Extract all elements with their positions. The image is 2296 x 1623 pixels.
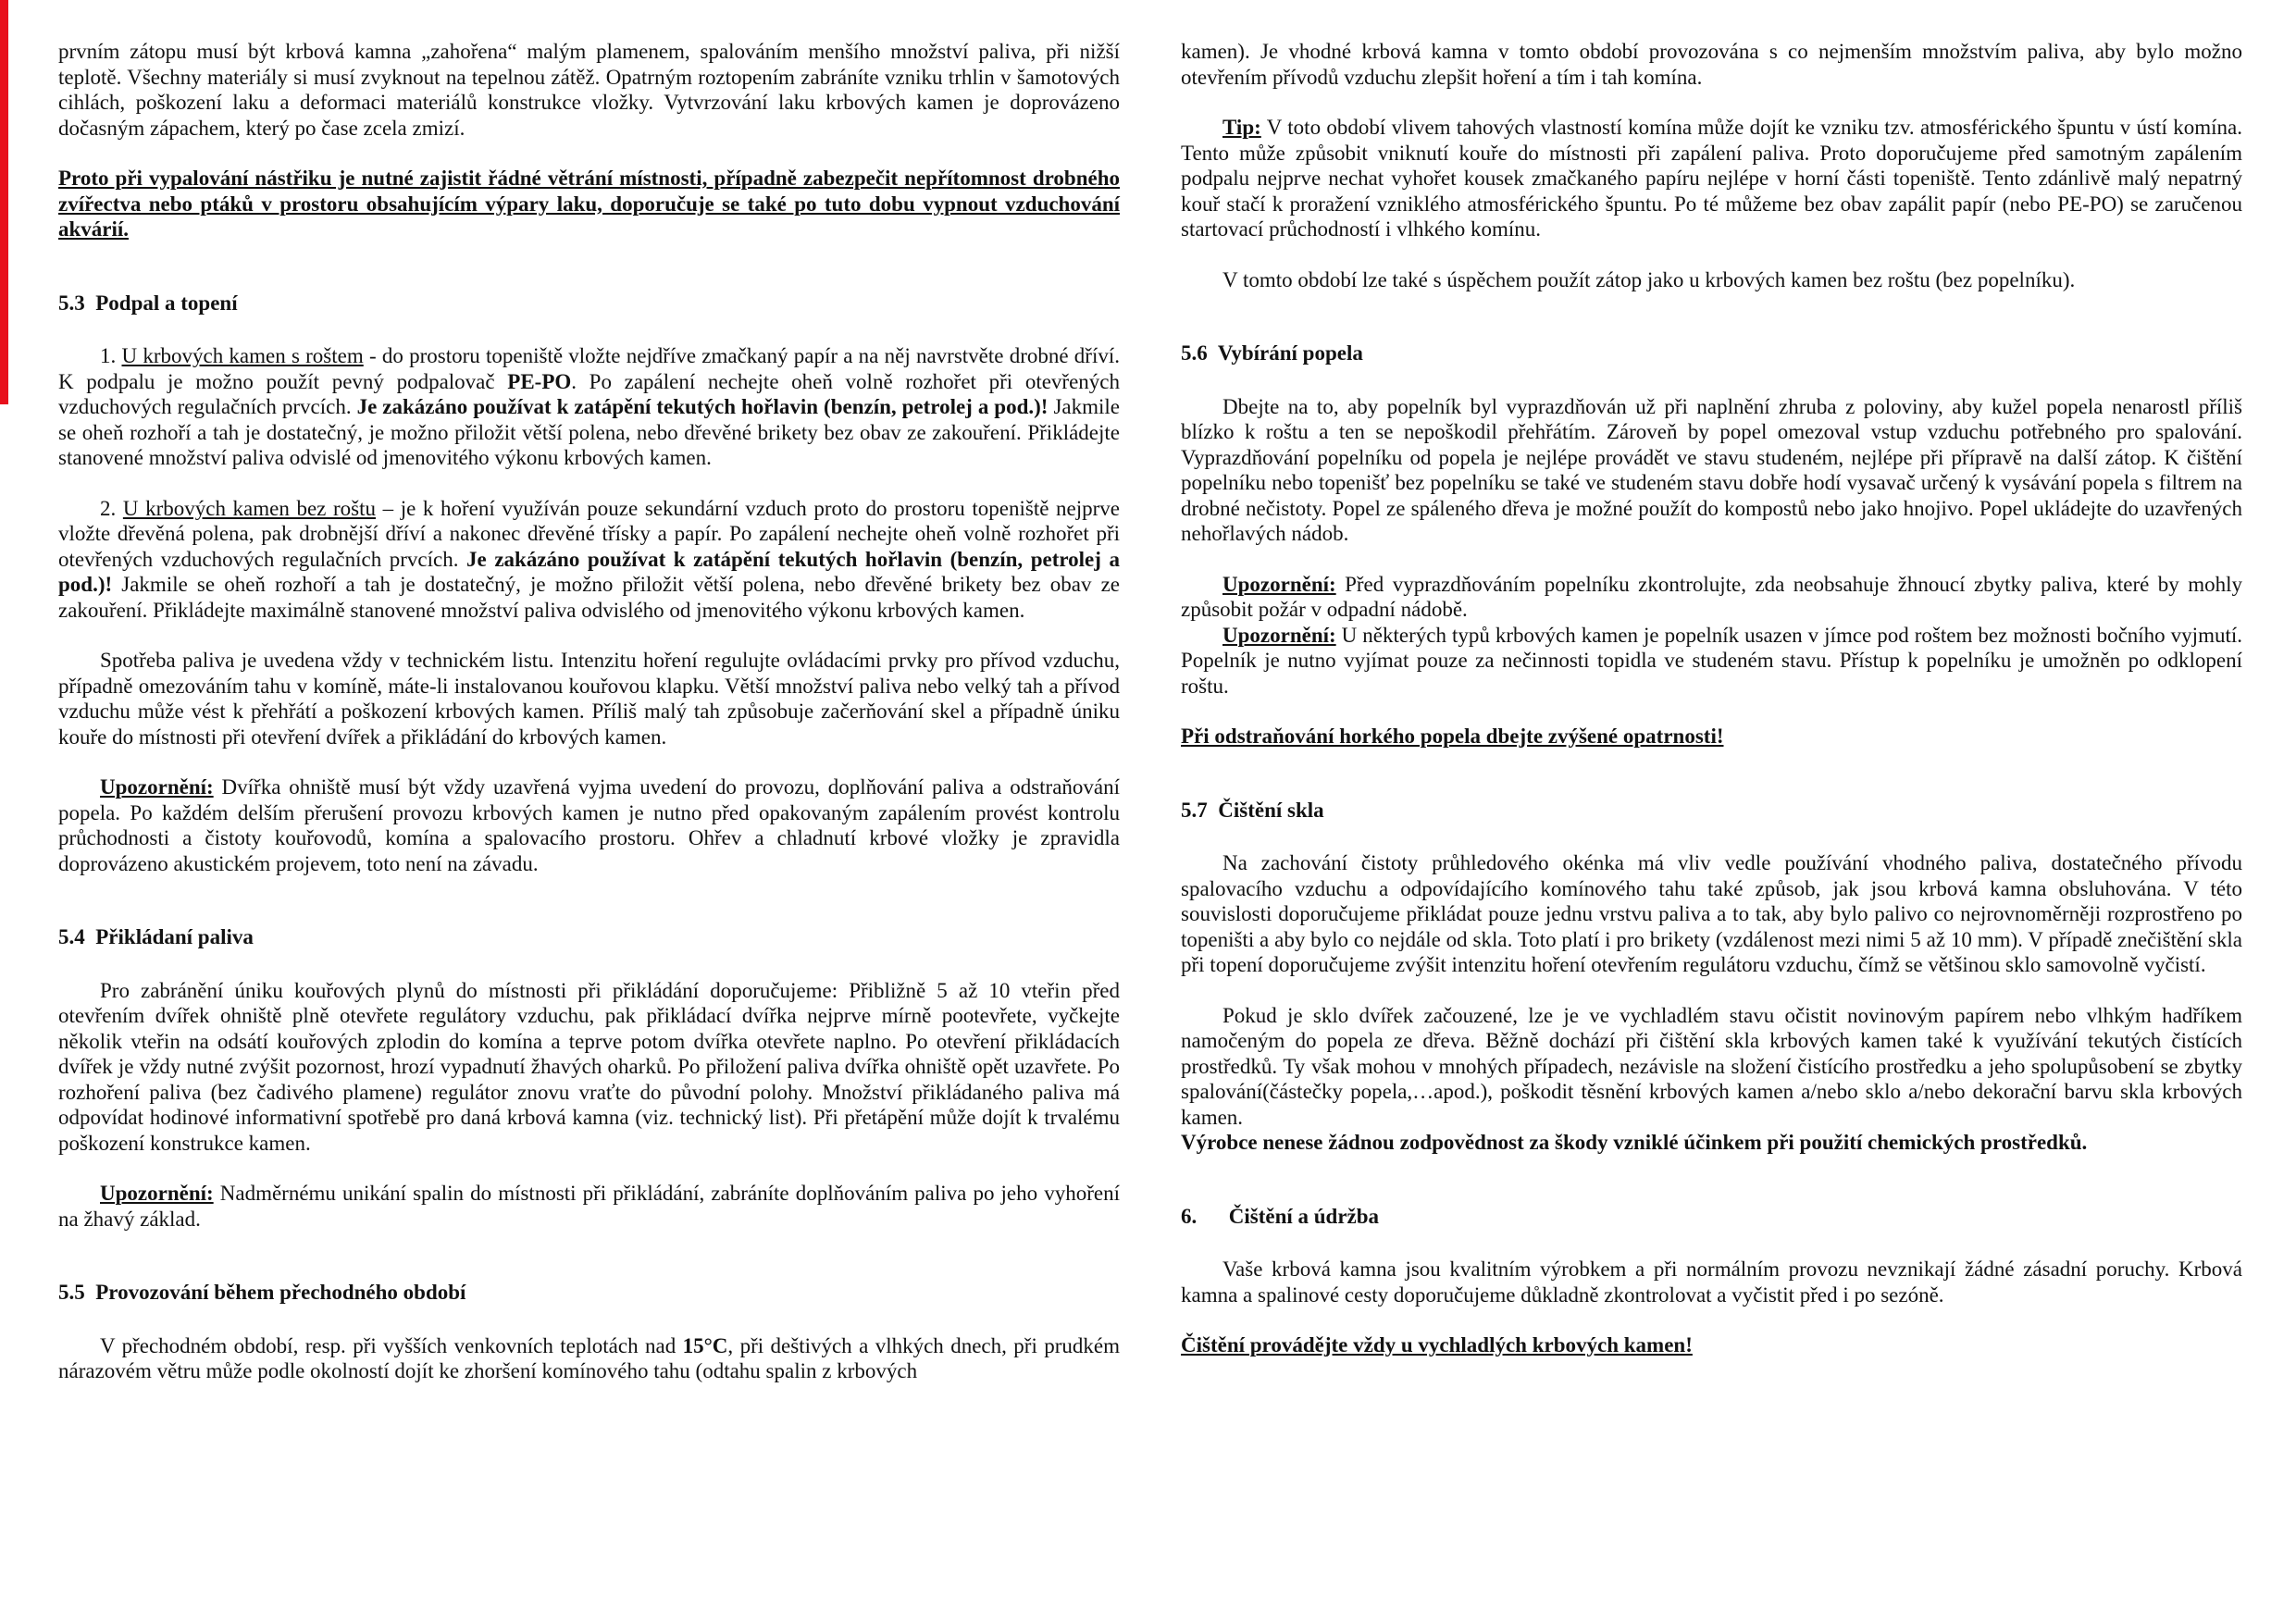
text-run: Dvířka ohniště musí být vždy uzavřená vyjma uvedení do provozu, doplňování paliva a odstraňování popela. Po každém delším přerušení provozu krbových kamen je nutno před opakovaným zapálením provést kontrolu průchodnosti a čistoty kouřovodů, komína a spalovacího prostoru. Ohřev a chladnutí krbové vložky je zpravidla doprovázeno akustickém projevem, toto není na závadu. xyxy=(58,775,1120,875)
paragraph xyxy=(58,1333,1120,1384)
text-run: 6. Čištění a údržba xyxy=(1181,1204,1380,1228)
text-run: V přechodném období, resp. při vyšších venkovních teplotách nad xyxy=(100,1333,683,1357)
text-run: Při odstraňování horkého popela dbejte zvýšené opatrnosti! xyxy=(1181,725,1724,748)
paragraph xyxy=(58,496,1120,624)
section-heading xyxy=(58,1280,1120,1306)
text-run: Tip: xyxy=(1222,116,1261,139)
text-run: Pro zabránění úniku kouřových plynů do místnosti při přikládání doporučujeme: Přibližně 5 až 10 vteřin před otevřením dvířek ohniště plně otevřete regulátory vzduchu, pak přikládací dvířka nejprve mírně pootevřete, vyčkejte několik vteřin na odsátí kouřových zplodin do komína a teprve potom dvířka otevřete naplno. Po otevření přikládacích dvířek je vždy nutné zvýšit pozornost, hrozí vypadnutí žhavých oharků. Po přiložení paliva dvířka ohniště opět uzavřete. Po rozhoření paliva (bez čadivého plamene) regulátor znovu vraťte do původní polohy. Množství přikládaného paliva má odpovídat hodinové informativní spotřebě pro daná krbová kamna (viz. technický list). Při přetápění může dojít k trvalému poškození konstrukce kamen. xyxy=(58,978,1120,1155)
paragraph xyxy=(1181,115,2242,242)
text-run: Vaše krbová kamna jsou kvalitním výrobkem a při normálním provozu nevznikají žádné zásadní poruchy. Krbová kamna a spalinové cesty doporučujeme důkladně zkontrolovat a vyčistit před i po sezóně. xyxy=(1181,1258,2242,1307)
paragraph xyxy=(1181,1332,2242,1358)
paragraph xyxy=(1181,1003,2242,1131)
text-run: 5.4 Přikládaní paliva xyxy=(58,925,254,948)
left-column xyxy=(58,39,1120,1409)
paragraph xyxy=(1181,1130,2242,1156)
text-run: 1. xyxy=(100,344,122,367)
text-run: V toto období vlivem tahových vlastností komína může dojít ke vzniku tzv. atmosférického špuntu v ústí komína. Tento může způsobit vniknutí kouře do místnosti při zapálení paliva. Proto doporučujeme před samotným zapálením podpalu nejprve nechat vyhořet kousek zmačkaného papíru nejlépe v horní části topeniště. Tento zdánlivě malý nepatrný kouř stačí k proražení vzniklého atmosférického špuntu. Po té můžeme bez obav zapálit papír (nebo PE-PO) se zaručenou startovací průchodností i vlhkého komínu. xyxy=(1181,116,2242,241)
text-run: Nadměrnému unikání spalin do místnosti při přikládání, zabráníte doplňováním paliva po jeho vyhoření na žhavý základ. xyxy=(58,1182,1120,1231)
right-column xyxy=(1181,39,2242,1409)
text-run: Proto při vypalování nástřiku je nutné zajistit řádné větrání místnosti, případně zabezpečit nepřítomnost drobného zvířectva nebo ptáků v prostoru obsahujícím výpary laku, doporučuje se také po tuto dobu vypnout vzduchování akvárií. xyxy=(58,167,1120,241)
text-run: U některých typů krbových kamen je popelník usazen v jímce pod roštem bez možnosti bočního vyjmutí. Popelník je nutno vyjímat pouze za nečinnosti topidla ve studeném stavu. Přístup k popelníku je umožněn po odklopení roštu. xyxy=(1181,623,2242,698)
text-run: Upozornění: xyxy=(1222,623,1336,647)
text-run: Je zakázáno používat k zatápění tekutých hořlavin (benzín, petrolej a pod.)! xyxy=(356,395,1049,418)
text-run: V tomto období lze také s úspěchem použít zátop jako u krbových kamen bez roštu (bez popelníku). xyxy=(1222,267,2076,291)
paragraph xyxy=(58,343,1120,471)
text-run: Spotřeba paliva je uvedena vždy v technickém listu. Intenzitu hoření regulujte ovládacími prvky pro přívod vzduchu, případně omezováním tahu v komíně, máte-li instalovanou kouřovou klapku. Větší množství paliva nebo velký tah a přívod vzduchu může vést k přehřátí a poškození krbových kamen. Příliš malý tah způsobuje začerňování skel a případně úniku kouře do místnosti při otevření dvířek a přikládání do krbových kamen. xyxy=(58,649,1120,749)
paragraph xyxy=(1181,850,2242,978)
paragraph xyxy=(1181,267,2242,293)
paragraph xyxy=(58,39,1120,141)
text-run: U krbových kamen s roštem xyxy=(121,344,364,367)
red-margin-bar xyxy=(0,0,8,404)
paragraph xyxy=(58,1181,1120,1232)
section-heading xyxy=(58,291,1120,316)
paragraph xyxy=(1181,1257,2242,1307)
text-run: . Po zapálení nechejte oheň volně rozhořet při otevřených vzduchových regulačních prvcích. xyxy=(58,369,1120,418)
text-run: 5.5 Provozování během přechodného období xyxy=(58,1281,466,1304)
text-run: , při deštivých a vlhkých dnech, při prudkém nárazovém větru může podle okolností dojít ke zhoršení komínového tahu (odtahu spalin z krbových xyxy=(58,1333,1120,1382)
paragraph xyxy=(1181,39,2242,90)
paragraph xyxy=(1181,572,2242,623)
text-run: kamen). Je vhodné krbová kamna v tomto období provozována s co nejmenším množstvím paliva, aby bylo možno otevřením přívodů vzduchu zlepšit hoření a tím i tah komína. xyxy=(1181,40,2242,89)
text-run: 2. xyxy=(100,496,123,520)
text-run: PE-PO xyxy=(507,369,572,393)
text-run: Jakmile se oheň rozhoří a tah je dostatečný, je možno přiložit větší polena, nebo dřevěné brikety bez obav ze zakouření. Přikládejte stanovené množství paliva odvislé od jmenovitého výkonu krbových kamen. xyxy=(58,395,1120,469)
paragraph xyxy=(1181,623,2242,700)
text-run: 5.6 Vybírání popela xyxy=(1181,341,1363,365)
text-run: Upozornění: xyxy=(100,1182,214,1205)
text-run: Na zachování čistoty průhledového okénka má vliv vedle používání vhodného paliva, dostatečného přívodu spalovacího vzduchu a odpovídajícího komínového tahu také způsob, jak jsou krbová kamna obsluhována. V této souvislosti doporučujeme přikládat pouze jednu vrstvu paliva a to tak, aby bylo palivo co nejrovnoměrněji rozprostřeno po topeništi a aby bylo co nejdále od skla. Toto platí i pro brikety (vzdálenost mezi nimi 5 až 10 mm). V případě znečištění skla při topení doporučujeme zvýšit intenzitu hoření otevřením regulátoru vzduchu, čímž se většinou sklo samovolně vyčistí. xyxy=(1181,851,2242,976)
text-run: Upozornění: xyxy=(100,775,214,799)
text-run: Pokud je sklo dvířek začouzené, lze je ve vychladlém stavu očistit novinovým papírem nebo vlhkým hadříkem namočeným do popela ze dřeva. Běžně dochází při čištění skla krbových kamen také k využívání tekutých čistících prostředků. Ty však mohou v mnohých případech, nezávisle na složení čistícího prostředku a jeho spolupůsobení se zbytky spalování(částečky popela,…apod.), poškodit těsnění krbových kamen a/nebo sklo a/nebo dekorační barvu skla krbových kamen. xyxy=(1181,1003,2242,1129)
paragraph xyxy=(1181,394,2242,547)
section-heading xyxy=(1181,1204,2242,1230)
text-run: Jakmile se oheň rozhoří a tah je dostatečný, je možno přiložit větší polena, nebo dřevěné brikety bez obav ze zakouření. Přikládejte maximálně stanovené množství paliva odvislého od jmenovitého výkonu krbových kamen. xyxy=(58,573,1120,622)
section-heading xyxy=(1181,798,2242,824)
text-run: Upozornění: xyxy=(1222,572,1336,596)
text-run: 5.3 Podpal a topení xyxy=(58,291,238,315)
text-run: Výrobce nenese žádnou zodpovědnost za škody vzniklé účinkem při použití chemických prostředků. xyxy=(1181,1131,2088,1154)
paragraph xyxy=(1181,724,2242,750)
document-page xyxy=(58,39,2242,1409)
text-run: - do prostoru topeniště vložte nejdříve zmačkaný papír a na něj navrstvěte drobné dříví. K podpalu je možno použít pevný podpalovač xyxy=(58,344,1120,393)
paragraph xyxy=(58,166,1120,242)
text-run: prvním zátopu musí být krbová kamna „zahořena“ malým plamenem, spalováním menšího množství paliva, při nižší teplotě. Všechny materiály si musí zvyknout na tepelnou zátěž. Opatrným roztopením zabráníte vzniku trhlin v šamotových cihlách, poškození laku a deformaci materiálů konstrukce vložky. Vytvrzování laku krbových kamen je doprovázeno dočasným zápachem, který po čase zcela zmizí. xyxy=(58,40,1120,140)
text-run: Čištění provádějte vždy u vychladlých krbových kamen! xyxy=(1181,1333,1693,1357)
text-run: Je zakázáno používat k zatápění tekutých hořlavin (benzín, petrolej a pod.)! xyxy=(58,547,1120,596)
section-heading xyxy=(58,924,1120,950)
text-run: Dbejte na to, aby popelník byl vyprazdňován už při naplnění zhruba z poloviny, aby kužel popela nenarostl příliš blízko k roštu a ten se nepoškodil přehřátím. Zároveň by popel omezoval vstup vzduchu potřebného pro spalování. Vyprazdňování popelníku od popela je nejlépe provádět ve stavu studeném, nejlépe při přípravě na další zátop. K čištění popelníku nebo topenišť bez popelníku se také ve studeném stavu dobře hodí vysavač určený k vysávání popela s filtrem na drobné nečistoty. Popel ze spáleného dřeva je možné použít do kompostů nebo jako hnojivo. Popel ukládejte do uzavřených nehořlavých nádob. xyxy=(1181,394,2242,545)
paragraph xyxy=(58,774,1120,876)
text-run: Před vyprazdňováním popelníku zkontrolujte, zda neobsahuje žhnoucí zbytky paliva, které by mohly způsobit požár v odpadní nádobě. xyxy=(1181,572,2242,621)
section-heading xyxy=(1181,341,2242,366)
paragraph xyxy=(58,648,1120,750)
text-run: 5.7 Čištění skla xyxy=(1181,798,1324,822)
text-run: U krbových kamen bez roštu xyxy=(122,496,376,520)
paragraph xyxy=(58,978,1120,1157)
text-run: – je k hoření využíván pouze sekundární vzduch proto do prostoru topeniště nejprve vložte dřevěná polena, pak drobnější dříví a nakonec dřevěné třísky a papír. Po zapálení nechejte oheň volně rozhořet při otevřených vzduchových regulačních prvcích. xyxy=(58,496,1121,571)
text-run: 15°C xyxy=(682,1333,728,1357)
